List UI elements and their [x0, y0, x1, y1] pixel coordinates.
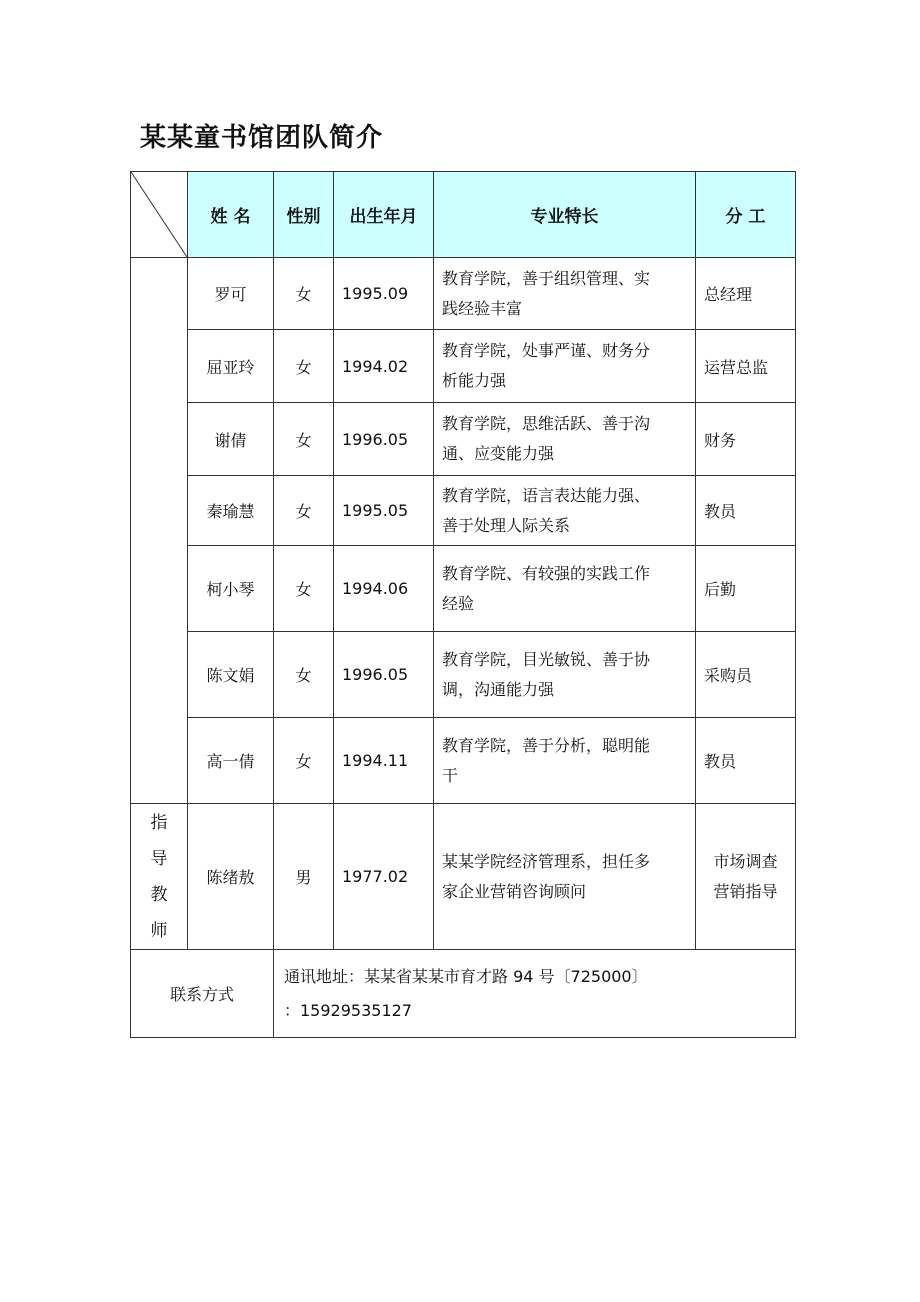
specialty-line: 通、应变能力强	[442, 444, 555, 463]
member-role: 教员	[696, 718, 796, 804]
member-birth: 1995.09	[334, 258, 434, 330]
header-birth: 出生年月	[334, 172, 434, 258]
header-name: 姓 名	[188, 172, 274, 258]
member-birth: 1995.05	[334, 476, 434, 546]
specialty-line: 教育学院、有较强的实践工作	[442, 563, 651, 583]
specialty-line: 析能力强	[442, 371, 507, 390]
member-name: 秦瑜慧	[188, 476, 274, 546]
member-gender: 女	[274, 546, 334, 632]
member-specialty	[434, 476, 696, 546]
specialty-line: 经验	[442, 593, 475, 613]
specialty-line: 教育学院，善于组织管理、实	[442, 268, 651, 288]
specialty-line: 教育学院，思维活跃、善于沟	[442, 414, 651, 433]
member-specialty	[434, 403, 696, 476]
advisor-specialty	[434, 804, 696, 950]
member-gender: 女	[274, 476, 334, 546]
member-birth: 1996.05	[334, 632, 434, 718]
member-gender: 女	[274, 258, 334, 330]
table-row	[131, 476, 796, 546]
contact-value	[274, 950, 796, 1038]
member-specialty	[434, 546, 696, 632]
member-name: 屈亚玲	[188, 330, 274, 403]
member-gender: 女	[274, 632, 334, 718]
member-name: 罗可	[188, 258, 274, 330]
member-role: 采购员	[696, 632, 796, 718]
table-row	[131, 403, 796, 476]
table-row	[131, 632, 796, 718]
header-row	[131, 172, 796, 258]
header-gender: 性别	[274, 172, 334, 258]
members-group-cell	[131, 258, 188, 804]
contact-phone: ：15929535127	[284, 1000, 412, 1020]
table-row	[131, 718, 796, 804]
advisor-label-char: 导	[150, 848, 168, 869]
member-name: 谢倩	[188, 403, 274, 476]
specialty-line: 教育学院，处事严谨、财务分	[442, 341, 651, 360]
member-specialty	[434, 330, 696, 403]
specialty-line: 善于处理人际关系	[442, 515, 571, 535]
header-specialty: 专业特长	[434, 172, 696, 258]
table-row	[131, 546, 796, 632]
member-role: 后勤	[696, 546, 796, 632]
member-specialty	[434, 632, 696, 718]
diagonal-line	[131, 172, 187, 257]
advisor-label-char: 教	[150, 884, 168, 905]
member-name: 陈文娟	[188, 632, 274, 718]
page-title: 某某童书馆团队简介	[140, 123, 384, 153]
specialty-line: 教育学院，善于分析，聪明能	[442, 735, 651, 755]
member-role: 总经理	[696, 258, 796, 330]
member-birth: 1994.02	[334, 330, 434, 403]
member-specialty	[434, 718, 696, 804]
advisor-row	[131, 804, 796, 950]
member-role: 运营总监	[696, 330, 796, 403]
contact-address: 通讯地址：某某省某某市育才路 94 号〔725000〕	[284, 966, 648, 986]
table-row	[131, 330, 796, 403]
specialty-line: 教育学院，语言表达能力强、	[442, 485, 651, 505]
advisor-gender: 男	[274, 804, 334, 950]
specialty-line: 调，沟通能力强	[442, 679, 555, 699]
member-name: 柯小琴	[188, 546, 274, 632]
header-role: 分 工	[696, 172, 796, 258]
advisor-role	[696, 804, 796, 950]
contact-label: 联系方式	[131, 950, 274, 1038]
diagonal-corner-cell	[131, 172, 188, 258]
team-table	[130, 171, 796, 1038]
role-line: 市场调查	[713, 851, 778, 871]
member-birth: 1994.06	[334, 546, 434, 632]
member-role: 财务	[696, 403, 796, 476]
advisor-label	[131, 804, 188, 950]
member-birth: 1996.05	[334, 403, 434, 476]
member-gender: 女	[274, 330, 334, 403]
member-birth: 1994.11	[334, 718, 434, 804]
advisor-birth: 1977.02	[334, 804, 434, 950]
specialty-line: 某某学院经济管理系，担任多	[442, 851, 651, 871]
member-role: 教员	[696, 476, 796, 546]
advisor-label-char: 师	[150, 920, 168, 941]
member-gender: 女	[274, 403, 334, 476]
specialty-line: 教育学院，目光敏锐、善于协	[442, 649, 651, 669]
member-gender: 女	[274, 718, 334, 804]
contact-row	[131, 950, 796, 1038]
advisor-name: 陈绪敖	[188, 804, 274, 950]
specialty-line: 干	[442, 765, 459, 785]
specialty-line: 家企业营销咨询顾问	[442, 881, 587, 901]
advisor-label-char: 指	[150, 812, 168, 833]
table-row	[131, 258, 796, 330]
specialty-line: 践经验丰富	[442, 298, 523, 318]
member-specialty	[434, 258, 696, 330]
role-line: 营销指导	[713, 881, 778, 901]
member-name: 高一倩	[188, 718, 274, 804]
